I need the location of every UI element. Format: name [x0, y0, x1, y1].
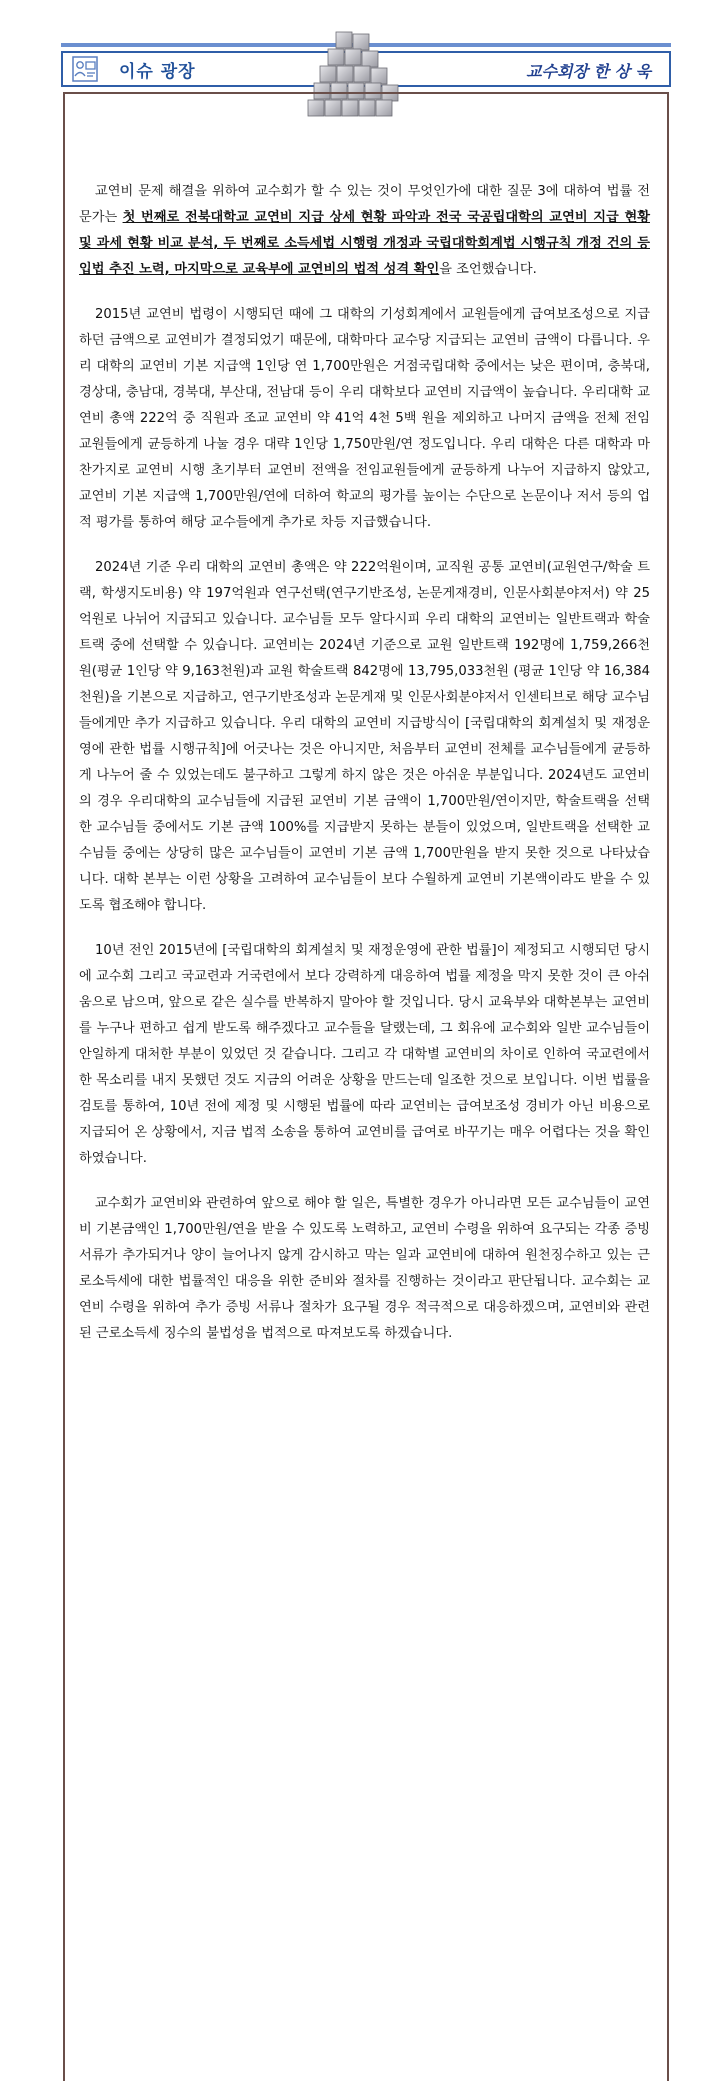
paragraph-1-highlight: 첫 번째로 전북대학교 교연비 지급 상세 현황 파악과 전국 국공립대학의 교연비 지급 현황 및 과세 현황 비교 분석, 두 번째로 소득세법 시행령 개정과 국립대학회계법 시행규칙 개정 건의 등 입법 추진 노력, 마지막으로 교육부에 교연비의 법적 성격 확인: [79, 210, 650, 277]
article-body: [79, 179, 650, 1347]
paragraph-3: 2024년 기준 우리 대학의 교연비 총액은 약 222억원이며, 교직원 공통 교연비(교원연구/학술 트랙, 학생지도비용) 약 197억원과 연구선택(연구기반조성, 논문게재경비, 인문사회분야저서) 약 25억원로 나뉘어 지급되고 있습니다. 교수님들 모두 알다시피 우리 대학의 교연비는 일반트랙과 학술트랙 중에 선택할 수 있습니다. 교연비는 2024년 기준으로 교원 일반트랙 192명에 1,759,266천원(평균 1인당 약 9,163천원)과 교원 학술트랙 842명에 13,795,033천원 (평균 1인당 약 16,384천원)을 기본으로 지급하고, 연구기반조성과 논문게재 및 인문사회분야저서 인센티브로 해당 교수님들에게만 추가 지급하고 있습니다. 우리 대학의 교연비 지급방식이 [국립대학의 회계설치 및 재정운영에 관한 법률 시행규칙]에 어긋나는 것은 아니지만, 처음부터 교연비 전체를 교수님들에게 균등하게 나누어 줄 수 있었는데도 불구하고 그렇게 하지 않은 것은 아쉬운 부분입니다. 2024년도 교연비의 경우 우리대학의 교수님들에 지급된 교연비 기본 금액이 1,700만원/연이지만, 학술트랙을 선택한 교수님들 중에서도 기본 금액 100%를 지급받지 못하는 분들이 있었으며, 일반트랙을 선택한 교수님들 중에는 상당히 많은 교수님들이 교연비 기본 금액 1,700만원을 받지 못한 것으로 나타났습니다. 대학 본부는 이런 상황을 고려하여 교수님들이 보다 수월하게 교연비 기본액이라도 받을 수 있도록 협조해야 합니다.: [79, 560, 650, 913]
author-name: 교수회장 한 상 욱: [526, 62, 651, 81]
section-title: 이슈 광장: [119, 62, 196, 82]
paragraph-4: 10년 전인 2015년에 [국립대학의 회계설치 및 재정운영에 관한 법률]이 제정되고 시행되던 당시에 교수회 그리고 국교련과 거국련에서 보다 강력하게 대응하여 법률 제정을 막지 못한 것이 큰 아쉬움으로 남으며, 앞으로 같은 실수를 반복하지 말아야 할 것입니다. 당시 교육부와 대학본부는 교연비를 누구나 편하고 쉽게 받도록 해주겠다고 교수들을 달랬는데, 그 회유에 교수회와 일반 교수님들이 안일하게 대처한 부분이 있었던 것 같습니다. 그리고 각 대학별 교연비의 차이로 인하여 국교련에서 한 목소리를 내지 못했던 것도 지금의 어려운 상황을 만드는데 일조한 것으로 보입니다. 이번 법률을 검토를 통하여, 10년 전에 제정 및 시행된 법률에 따라 교연비는 급여보조성 경비가 아닌 비용으로 지급되어 온 상황에서, 지금 법적 소송을 통하여 교연비를 급여로 바꾸기는 매우 어렵다는 것을 확인하였습니다.: [79, 943, 650, 1166]
paragraph-2: 2015년 교연비 법령이 시행되던 때에 그 대학의 기성회계에서 교원들에게 급여보조성으로 지급하던 금액으로 교연비가 결정되었기 때문에, 대학마다 교수당 지급되는 교연비 금액이 다릅니다. 우리 대학의 교연비 기본 지급액 1인당 연 1,700만원은 거점국립대학 중에서는 낮은 편이며, 충북대, 경상대, 충남대, 경북대, 부산대, 전남대 등이 우리 대학보다 교연비 지급액이 높습니다. 우리대학 교연비 총액 222억 중 직원과 조교 교연비 약 41억 4천 5백 원을 제외하고 나머지 금액을 전체 전임교원들에게 균등하게 나눌 경우 대략 1인당 1,750만원/연 정도입니다. 우리 대학은 다른 대학과 마찬가지로 교연비 시행 초기부터 교연비 전액을 전임교원들에게 균등하게 나누어 지급하지 않았고, 교연비 기본 지급액 1,700만원/연에 더하여 학교의 평가를 높이는 수단으로 논문이나 저서 등의 업적 평가를 통하여 해당 교수들에게 추가로 차등 지급했습니다.: [79, 307, 650, 530]
paragraph-5: 교수회가 교연비와 관련하여 앞으로 해야 할 일은, 특별한 경우가 아니라면 모든 교수님들이 교연비 기본금액인 1,700만원/연을 받을 수 있도록 노력하고, 교연비 수령을 위하여 요구되는 각종 증빙 서류가 추가되거나 양이 늘어나지 않게 감시하고 막는 일과 교연비에 대하여 원천징수하고 있는 근로소득세에 대한 법률적인 대응을 위한 준비와 절차를 진행하는 것이라고 판단됩니다. 교수회는 교연비 수령을 위하여 추가 증빙 서류나 절차가 요구될 경우 적극적으로 대응하겠으며, 교연비와 관련된 근로소득세 징수의 불법성을 법적으로 따져보도록 하겠습니다.: [79, 1196, 650, 1341]
people-board-icon: [72, 56, 98, 82]
paragraph-1-intro: 교연비 문제 해결을 위하여 교수회가 할 수 있는 것이 무엇인가에 대한 질문 3에 대하여 법률 전문가는: [79, 184, 650, 225]
paragraph-1: [79, 179, 650, 283]
paragraph-1-end: 을 조언했습니다.: [439, 262, 537, 277]
